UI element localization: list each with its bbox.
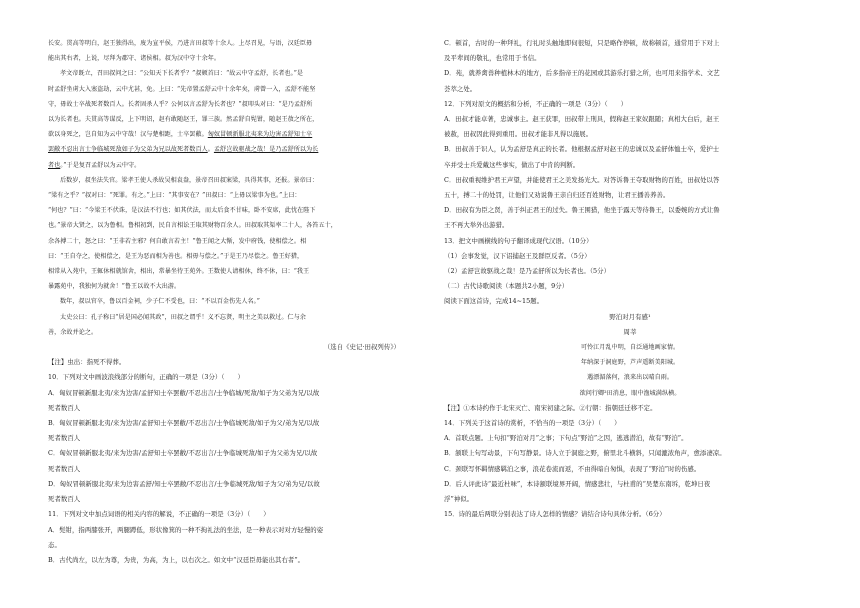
- q10-option-c[interactable]: C．匈奴冒顿新服北夷/来为边害/孟舒知士卒罢敝/不忍出言/士争临城死敌/如子为父弟为兄/以故 死者数百人: [48, 449, 318, 473]
- question-11-stem: 11．下列对文中加点词语的相关内容的解说，不正确的一项是（3分）（ ）: [48, 510, 270, 519]
- q11-option-b[interactable]: B．古代尚左，以左为尊，为贵，为高，为上，以右次之。如文中“汉廷臣毋能出其右者”。: [48, 555, 305, 564]
- q12-option-c[interactable]: C．田叔重视维护君王声望，并能使君王之美发扬光大。对答诉鲁王夺取财物的百姓，田叔处以答 五十，搏二十的处罚，让他们又劝说鲁王亲自归还百姓财物，让君王播善养善。: [444, 175, 720, 200]
- q13-sentence-2: （2）孟舒岂故驱战之哉！是乃孟舒所以为长者也。（5分）: [444, 267, 611, 276]
- passage-line: 欲以身死之，岂自知为云中守哉！汉与楚相距，士卒罢敝。匈奴冒顿新服北夷来为边害孟舒知士卒: [48, 131, 313, 139]
- passage-line: 数年，叔以官卒，鲁以百金祠，少子仁不受也，曰：“不以百金伤先人名。”: [60, 298, 260, 306]
- q10-option-d[interactable]: D．匈奴冒顿新服北夷/来为边害孟舒/知士卒罢敝/不忍出言/士争临城死敌/如子为父/弟为兄/以故 死者数百人: [48, 479, 320, 504]
- passage-line: 相常从入苑中，王辄休相就馆舍，相出，常暴坐待王苑外。王数使人请相休，终不休，曰：“我王: [48, 268, 310, 276]
- q12-option-d[interactable]: D．田叔有为臣之贤，善于纠正君王的过失。鲁王围猎，他坐于露天等待鲁王，以委婉的方式让鲁 王不再大举外出游猎。: [444, 206, 720, 230]
- q14-option-d[interactable]: D．后人评此诗“最近杜味”，本诗颔联境界开阔，情感悲壮，与杜甫的“吴楚东南坼，乾坤日夜 浮”神似。: [444, 479, 711, 504]
- passage-line: 守，毋故士卒战死者数百人。长者固杀人乎？公何以言孟舒为长者也？”叔叩头对曰：“是乃孟舒所: [48, 100, 313, 108]
- passage-line: 者也。”于是复召孟舒以为云中守。: [48, 161, 141, 169]
- q12-option-a[interactable]: A．田叔才能卓著，忠诚事主。赵王获罪，田叔带上刑具，假称赵王家奴跟随；真相大白后，赵王 被赦，田叔因此得到重用。田叔才能非凡得以施展。: [444, 115, 720, 139]
- q10-option-a[interactable]: A．匈奴冒顿新服北夷/来为边害/孟舒知士卒罢敝/不忍出言/士争临城/死敌/如子为父弟为兄/以故 死者数百人: [48, 388, 320, 412]
- passage-line: 时孟舒坐虏大入塞盗劫，云中尤甚，免。上曰：“先帝置孟舒云中十余年矣，虏曾一入，孟舒不能坚: [48, 85, 316, 93]
- poem-line: 欲问行卿²田消息，眼中渔城满纵横。: [579, 389, 681, 397]
- classical-passage: [48, 36, 408, 340]
- passage-line: 能出其右者，上说，尽拜为郡守、诸侯相。叔为汉中守十余年。: [48, 55, 221, 63]
- passage-line: “梁有之乎？”叔对曰：“死罪。有之。”上曰：“其事安在？”田叔曰：“上毋以梁事为也。”上曰：: [48, 192, 301, 200]
- passage-line: 太史公曰：孔子称曰“居是国必闻其政”，田叔之谓乎！义不忘贤，明主之美以救过。仁与余: [60, 313, 306, 321]
- q11-option-c[interactable]: C．顿首，古时的一种拜礼，行礼时头触地即伺很短，只是略作停顿，故称顿首，通常用于下对上 及平辈间的敬礼，也常用于书信。: [444, 39, 720, 63]
- poem-line: 年纳深于洞庭野，芦声遥断美阳城。: [580, 359, 680, 367]
- passage-line: 曰：“王自夺之，使相偿之，是王为恶而相为善也。相毋与偿之。”于是王乃尽偿之。鲁王好猎，: [48, 252, 304, 260]
- question-12: [444, 97, 816, 234]
- q11-option-d[interactable]: D．苑，就养禽兽种植林木的地方，后多指帝王的花园或其游乐打猎之所，也可用来指学术、文艺 荟萃之处。: [444, 69, 720, 93]
- passage-line: 善，余故并论之。: [48, 328, 98, 336]
- passage-line: 以为长者也。夫贯高等谋反，上下明诏，赵有敢随赵王，罪三族。然孟舒自髡钳，随赵王敖之所在，: [48, 116, 319, 124]
- q14-option-b[interactable]: B．颔联上句写动景，下句写静景。诗人立于洞庭之野，俯里北斗横斜，只闻漉浓角声，愈添凄凉。: [444, 449, 726, 458]
- poem-footnote: 【注】①本诗约作于北宋灭亡、南宋初建之际。②行朝：指朝廷迁移不定。: [444, 403, 657, 412]
- passage-line: 后数岁，叔坐法失官。梁孝王使人杀故吴相袁盎，景帝召田叔案梁，具得其事，还报。景帝曰：: [60, 176, 319, 184]
- question-14: [444, 416, 816, 507]
- q14-option-a[interactable]: A．首联点题。上句扣“野泊对月”之事；下句点“野泊”之因，逃逃潜泊，故有“野泊”。: [444, 434, 688, 443]
- question-12-stem: 12．下列对原文的概括和分析，不正确的一项是（3分）（ ）: [444, 99, 628, 108]
- left-column: [48, 36, 408, 568]
- poetry-section-heading: （二）古代诗歌阅读（本题共2小题，9分）: [444, 282, 569, 291]
- passage-line: 孝文帝既立，召田叔问之曰：“公知天下长者乎？”叔顿首曰：“故云中守孟舒，长者也。”是: [60, 70, 304, 78]
- question-10-stem: 10．下列对文中画波浪线部分的断句，正确的一项是（3分）（ ）: [48, 373, 244, 382]
- question-10: [48, 370, 408, 507]
- question-14-stem: 14．下列关于这首诗的赏析，不恰当的一项是（3分）（ ）: [444, 419, 621, 428]
- poem-body: [444, 340, 816, 401]
- q11-option-a[interactable]: A．髡钳，指两膝张开，两腿蹲低，形状像箕的一种不拘礼法的坐法，是一种表示对对方轻慢的姿 态。: [48, 525, 324, 549]
- poem-title: 野泊对月有感¹: [609, 312, 651, 321]
- question-13: [444, 234, 816, 280]
- passage-line: 罢敝不忍出言士争临城死敌如子为父弟为兄以故死者数百人。孟舒岂故驱战之哉！是乃孟舒所以为长: [48, 146, 319, 154]
- q14-option-c[interactable]: C．颈联写怀羁情感羁泊之事，浪花卷流而返，不由得暗自匆惧，表现了“野泊”时的伤感。: [444, 464, 701, 473]
- question-11: [48, 507, 408, 568]
- right-column: [444, 36, 816, 523]
- source-citation: （选自《史记·田叔列传》）: [323, 343, 400, 352]
- poem-author: 周莘: [623, 327, 637, 336]
- passage-line: “何也？”曰：“今梁王不伏诛，是汉法不行也；如其伏法，而太后食不甘味，卧不安席，此忧在陛下: [48, 207, 316, 215]
- question-15: 15．诗的最后两联分别表达了诗人怎样的情感？请结合诗句具体分析。（6分）: [444, 510, 666, 519]
- q12-option-b[interactable]: B．田叔善于识人，认为孟舒是真正的长者。他根据孟舒对赵王的忠诚以及孟舒体恤士卒，爱护士 卒并受士兵爱戴这些事实，做出了中肯的判断。: [444, 145, 720, 169]
- footnote: 【注】虫出：指死不得葬。: [48, 358, 126, 367]
- passage-line: 余各搏二十，怒之曰：“王非若主邪？何自敢言若主！”鲁王闻之大惭，发中府钱，使相偿之。相: [48, 237, 307, 245]
- poetry-instructions: 阅读下面这首诗，完成14~15题。: [444, 297, 544, 306]
- passage-line: 暴露苑中，我独何为就舍！”鲁王以故不大出游。: [48, 283, 181, 291]
- q10-option-b[interactable]: B．匈奴冒顿新服北夷/来为边害/孟舒知士卒罢敝/不忍出言/士争临城死敌/如子为父/弟为兄/以故 死者数百人: [48, 419, 320, 443]
- passage-line: 长安。贯高等明白，赵王独得出，废为宣平侯，乃进言田叔等十余人。上尽召见，与语，汉廷臣毋: [48, 40, 313, 47]
- poem-line: 遇漂湄落何，浪来出以晴自雨。: [586, 374, 673, 382]
- q13-sentence-1: （1）会事发觉，汉下诏捕赵王及群臣反者。（5分）: [444, 251, 591, 260]
- poem-line: 可怜江月乱中明，自泛通地画家情。: [580, 344, 680, 352]
- passage-line: 也。”景帝大贤之，以为鲁相。鲁相初到，民自言相讼王取其财物百余人。田叔取其渠率二十人，各笞五十，: [48, 222, 337, 230]
- question-13-stem: 13．把文中画横线的句子翻译成现代汉语。（10分）: [444, 236, 593, 245]
